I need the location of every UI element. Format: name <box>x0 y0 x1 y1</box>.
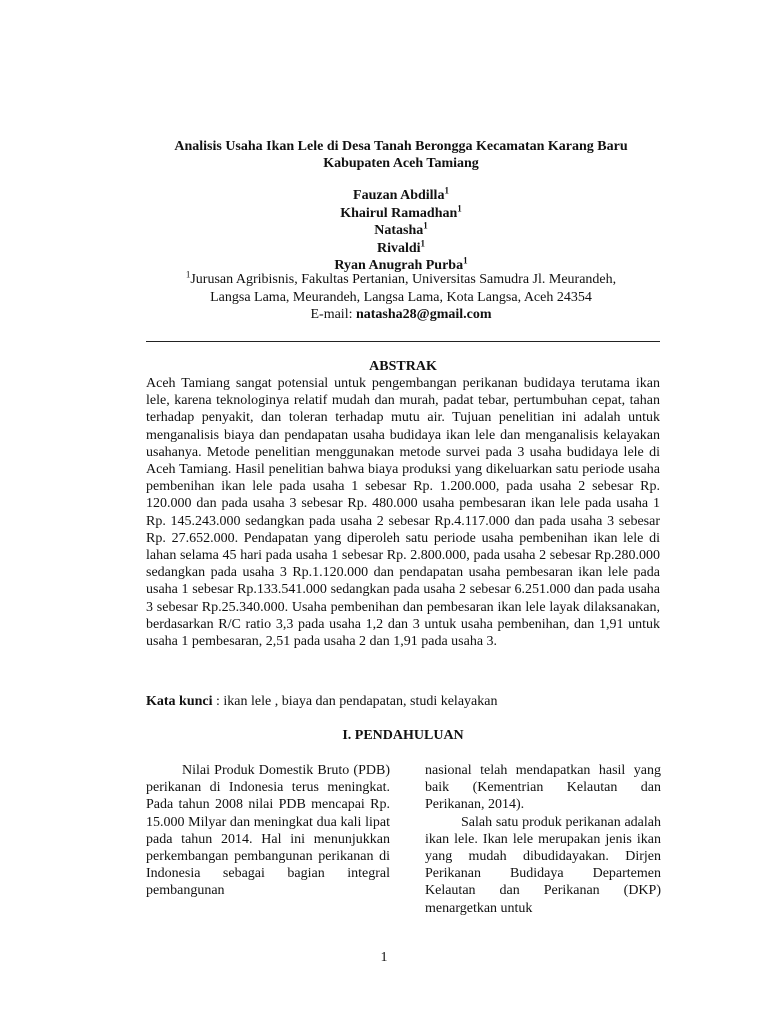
affiliation-line-1: $^1$Jurusan Agribisnis, Fakultas Pertanian, Universitas Samudra Jl. Meurandeh, <box>185 269 617 287</box>
left-column <box>146 762 390 900</box>
body-paragraph: Nilai Produk Domestik Bruto (PDB) perikanan di Indonesia terus meningkat. Pada tahun 2008 nilai PDB mencapai Rp. 15.000 Milyar dan meningkat dua kali lipat pada tahun 2014. Hal ini menunjukkan perkembangan pembangunan perikanan di Indonesia sebagai bagian integral pembangunan <box>146 763 390 899</box>
affiliation <box>100 271 702 324</box>
author-list <box>100 187 702 275</box>
email-line <box>100 306 702 324</box>
keywords <box>146 693 660 710</box>
horizontal-rule <box>146 341 660 342</box>
author: Khairul Ramadhan$^1$ <box>340 202 462 221</box>
author: Rivaldi$^1$ <box>376 237 426 256</box>
body-paragraph: Salah satu produk perikanan adalah ikan lele. Ikan lele merupakan jenis ikan yang mudah dibudidayakan. Dirjen Perikanan Budidaya Departemen Kelautan dan Perikanan (DKP) menargetkan untuk <box>425 814 661 916</box>
author: Ryan Anugrah Purba$^1$ <box>334 255 468 273</box>
abstract-heading: ABSTRAK <box>369 359 437 374</box>
author: Fauzan Abdilla$^1$ <box>353 185 449 203</box>
email-address: natasha28@gmail.com <box>355 307 492 322</box>
author: Natasha$^1$ <box>374 220 428 238</box>
page-number: 1 <box>380 950 388 965</box>
title-line-2: Kabupaten Aceh Tamiang <box>323 156 479 171</box>
body-paragraph: nasional telah mendapatkan hasil yang baik (Kementrian Kelautan dan Perikanan, 2014). <box>425 763 661 813</box>
section-heading: I. PENDAHULUAN <box>342 728 464 743</box>
affiliation-line-2: Langsa Lama, Meurandeh, Langsa Lama, Kota Langsa, Aceh 24354 <box>210 289 592 305</box>
title-line-1: Analisis Usaha Ikan Lele di Desa Tanah Berongga Kecamatan Karang Baru <box>174 139 628 154</box>
keywords-label: Kata kunci <box>146 694 213 709</box>
keywords-text: : ikan lele , biaya dan pendapatan, studi kelayakan <box>212 694 498 709</box>
email-label: E-mail: <box>310 307 356 322</box>
abstract-text: Aceh Tamiang sangat potensial untuk pengembangan perikanan budidaya terutama ikan lele, karena teknologinya relatif mudah dan murah, padat tebar, pertumbuhan cepat, tahan terhadap penyakit, dan toleran terhadap mutu air. Tujuan penelitian ini adalah untuk menganalisis biaya dan pendapatan usaha budidaya ikan lele dan menganalisis kelayakan usahanya. Metode penelitian menggunakan metode survei pada 3 usaha budidaya lele di Aceh Tamiang. Hasil penelitian bahwa biaya produksi yang dikeluarkan satu periode usaha pembenihan ikan lele pada usaha 1 sebesar Rp. 1.200.000, pada usaha 2 sebesar Rp. 120.000 dan pada usaha 3 sebesar Rp. 480.000 usaha pembesaran ikan lele pada usaha 1 Rp. 145.243.000 sedangkan pada usaha 2 sebesar Rp.4.117.000 dan pada usaha 3 sebesar Rp. 27.652.000. Pendapatan yang diperoleh satu periode usaha pembenihan ikan lele di lahan selama 45 hari pada usaha 1 sebesar Rp. 2.800.000, pada usaha 2 sebesar Rp.280.000 sedangkan pada usaha 3 Rp.1.120.000 dan pendapatan usaha pembesaran ikan lele pada usaha 1 sebesar Rp.133.541.000 sedangkan pada usaha 2 sebesar 6.251.000 dan pada usaha 3 sebesar Rp.25.340.000. Usaha pembenihan dan pembesaran ikan lele layak dilaksanakan, berdasarkan R/C ratio 3,3 pada usaha 1,2 dan 3 untuk usaha pembenihan, dan 1,91 untuk usaha 1 pembesaran, 2,51 pada usaha 2 dan 1,91 pada usaha 3. <box>146 376 660 650</box>
right-column <box>425 762 661 917</box>
paper-title <box>100 138 702 172</box>
